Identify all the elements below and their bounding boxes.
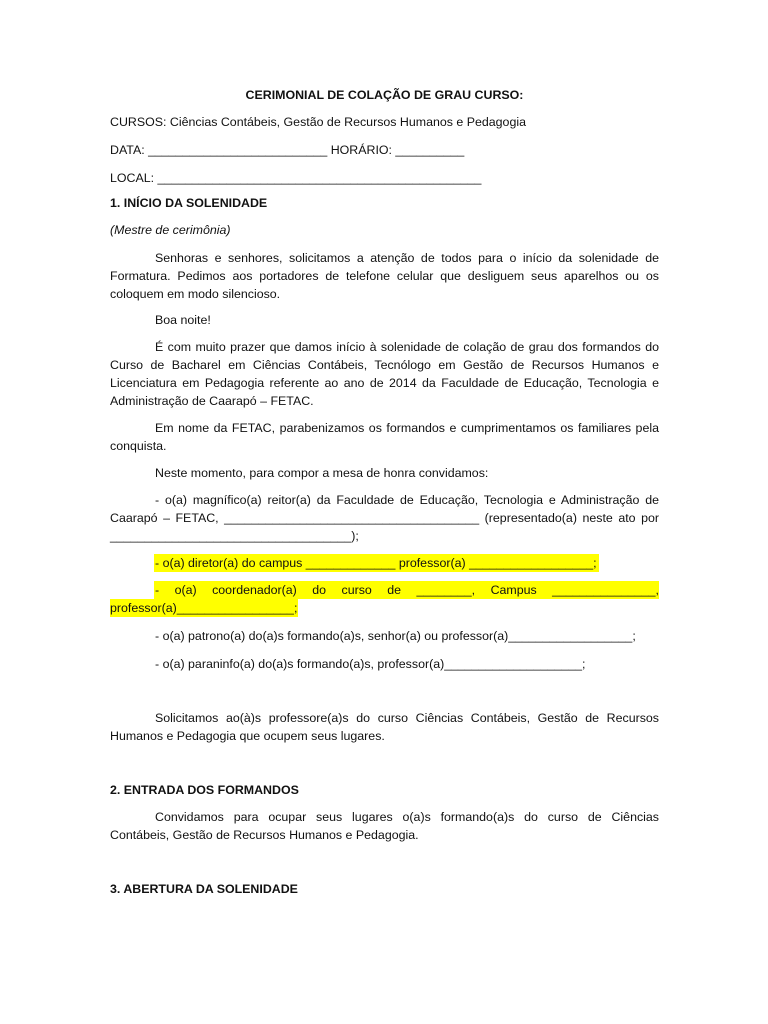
paragraph-1-line-1: Senhoras e senhores, solicitamos a atenção de todos para o início da solenidade de <box>155 251 659 265</box>
honor-item-5: - o(a) paraninfo(a) do(a)s formando(a)s, professor(a)____________________; <box>155 657 586 671</box>
paragraph-2-line-4: Administração de Caarapó – FETAC. <box>110 394 314 408</box>
paragraph-5-line-1: Solicitamos ao(à)s professore(a)s do curso Ciências Contábeis, Gestão de Recursos <box>155 711 659 725</box>
paragraph-1-line-3: coloquem em modo silencioso. <box>110 287 281 301</box>
location-line: LOCAL: _______________________________________________ <box>110 171 482 185</box>
master-of-ceremony-note: (Mestre de cerimônia) <box>110 223 231 237</box>
paragraph-3-line-2: conquista. <box>110 439 167 453</box>
honor-item-4: - o(a) patrono(a) do(a)s formando(a)s, senhor(a) ou professor(a)__________________; <box>155 629 636 643</box>
paragraph-1-line-2: Formatura. Pedimos aos portadores de telefone celular que desliguem seus aparelhos ou os <box>110 269 659 283</box>
section-1-heading: 1. INÍCIO DA SOLENIDADE <box>110 196 268 210</box>
paragraph-4: Neste momento, para compor a mesa de honra convidamos: <box>155 466 489 480</box>
honor-item-3-line-1: - o(a) coordenador(a) do curso de ________, Campus _______________, <box>155 583 659 597</box>
section-3-heading: 3. ABERTURA DA SOLENIDADE <box>110 882 298 896</box>
date-time-line: DATA: __________________________ HORÁRIO: __________ <box>110 143 465 157</box>
honor-item-2: - o(a) diretor(a) do campus _____________ professor(a) __________________; <box>155 556 597 570</box>
paragraph-6-line-1: Convidamos para ocupar seus lugares o(a)s formando(a)s do curso de Ciências <box>155 810 659 824</box>
paragraph-6-line-2: Contábeis, Gestão de Recursos Humanos e Pedagogia. <box>110 828 419 842</box>
paragraph-2-line-3: Licenciatura em Pedagogia referente ao ano de 2014 da Faculdade de Educação, Tecnologia e <box>110 376 659 390</box>
section-2-heading: 2. ENTRADA DOS FORMANDOS <box>110 783 299 797</box>
document-title: CERIMONIAL DE COLAÇÃO DE GRAU CURSO: <box>245 88 524 102</box>
greeting: Boa noite! <box>155 313 211 327</box>
paragraph-2-line-1: É com muito prazer que damos início à solenidade de colação de grau dos formandos do <box>155 340 659 354</box>
honor-item-1-line-1: - o(a) magnífico(a) reitor(a) da Faculdade de Educação, Tecnologia e Administração de <box>155 493 659 507</box>
honor-item-3-line-2: professor(a)_________________; <box>110 601 298 615</box>
honor-item-1-line-3: ___________________________________); <box>110 529 359 543</box>
courses-line: CURSOS: Ciências Contábeis, Gestão de Recursos Humanos e Pedagogia <box>110 115 526 129</box>
honor-item-1-line-2: Caarapó – FETAC, _____________________________________ (representado(a) neste ato por <box>110 511 659 525</box>
paragraph-3-line-1: Em nome da FETAC, parabenizamos os formandos e cumprimentamos os familiares pela <box>155 421 659 435</box>
paragraph-2-line-2: Curso de Bacharel em Ciências Contábeis, Tecnólogo em Gestão de Recursos Humanos e <box>110 358 659 372</box>
paragraph-5-line-2: Humanos e Pedagogia que ocupem seus lugares. <box>110 729 385 743</box>
